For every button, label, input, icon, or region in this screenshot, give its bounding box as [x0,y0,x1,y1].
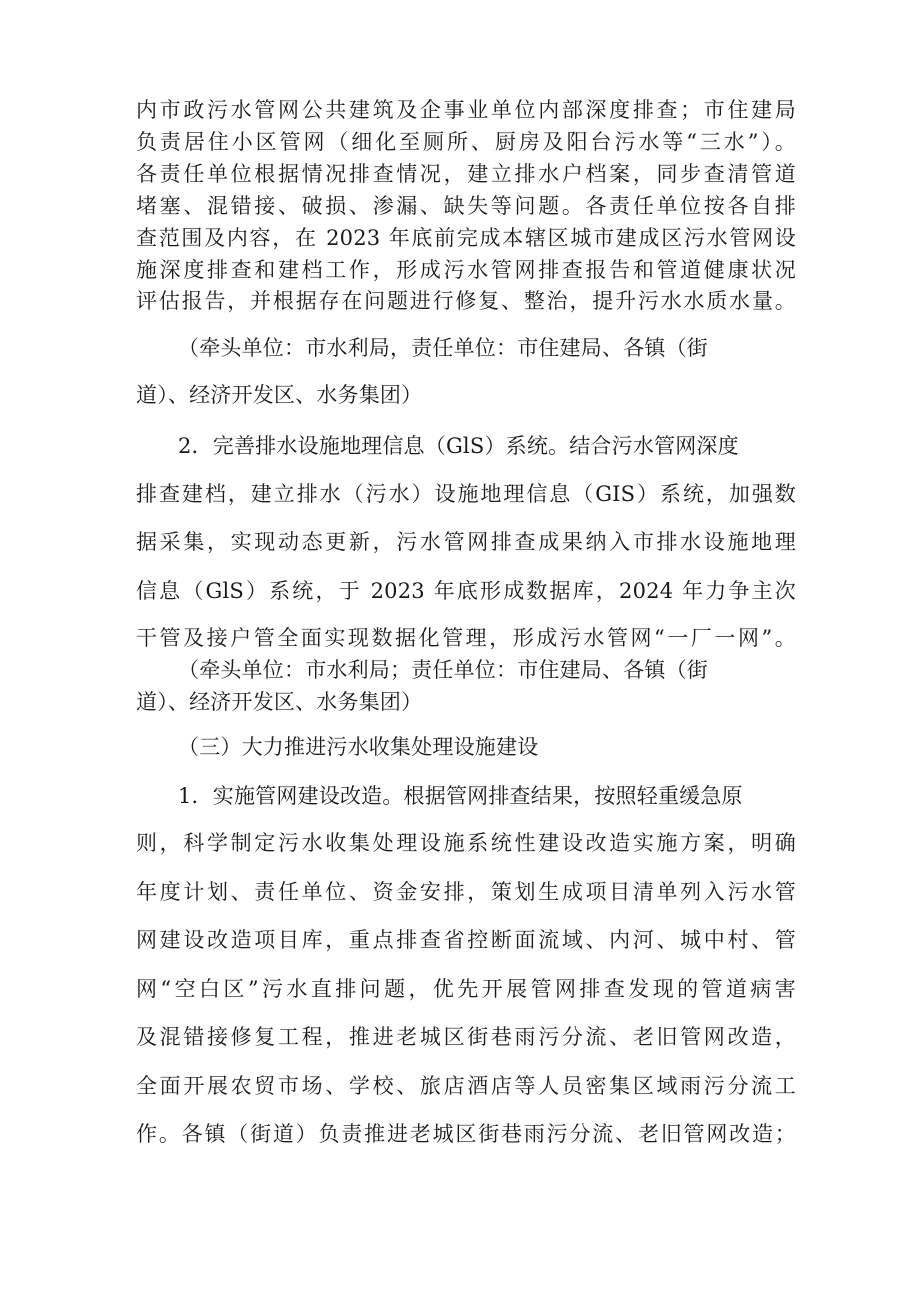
text-line: 作。各镇（街道）负责推进老城区街巷雨污分流、老旧管网改造； [136,1122,796,1146]
text-line: 各责任单位根据情况排查情况，建立排水户档案，同步查清管道 [136,162,796,186]
text-line: 网“空白区”污水直排问题，优先开展管网排查发现的管道病害 [136,977,796,1001]
text-line: 排查建档，建立排水（污水）设施地理信息（GIS）系统，加强数 [136,482,796,506]
text-line: 干管及接户管全面实现数据化管理，形成污水管网“一厂一网”。 [136,626,796,650]
text-line: 及混错接修复工程，推进老城区街巷雨污分流、老旧管网改造， [136,1025,796,1049]
text-line: 施深度排查和建档工作，形成污水管网排查报告和管道健康状况 [136,258,796,282]
text-line: 则，科学制定污水收集处理设施系统性建设改造实施方案，明确 [136,831,796,855]
text-line: 查范围及内容，在 2023 年底前完成本辖区城市建成区污水管网设 [136,226,796,250]
paragraph-heading-1: 1．实施管网建设改造。根据管网排查结果，按照轻重缓急原 [178,784,743,808]
text-line: 网建设改造项目库，重点排查省控断面流域、内河、城中村、管 [136,928,796,952]
text-line: 评估报告，并根据存在问题进行修复、整治，提升污水水质水量。 [136,289,796,313]
text-line: 堵塞、混错接、破损、渗漏、缺失等问题。各责任单位按各自排 [136,194,796,218]
responsibility-note-cont: 道）、经济开发区、水务集团） [136,383,423,407]
text-line: 年度计划、责任单位、资金安排，策划生成项目清单列入污水管 [136,880,796,904]
section-heading: （三）大力推进污水收集处理设施建设 [178,735,539,759]
text-line: 内市政污水管网公共建筑及企事业单位内部深度排查；市住建局 [136,98,796,122]
responsibility-note: （牵头单位：市水利局，责任单位：市住建局、各镇（街 [178,336,708,360]
responsibility-note: （牵头单位：市水利局；责任单位：市住建局、各镇（街 [178,658,708,682]
text-line: 据采集，实现动态更新，污水管网排查成果纳入市排水设施地理 [136,530,796,554]
text-line: 信息（GlS）系统，于 2023 年底形成数据库，2024 年力争主次 [136,579,796,603]
text-line: 全面开展农贸市场、学校、旅店酒店等人员密集区域雨污分流工 [136,1074,796,1098]
responsibility-note-cont: 道）、经济开发区、水务集团） [136,690,423,714]
text-line: 负责居住小区管网（细化至厕所、厨房及阳台污水等“三水”）。 [136,130,796,154]
paragraph-heading-2: 2．完善排水设施地理信息（GlS）系统。结合污水管网深度 [178,434,739,458]
